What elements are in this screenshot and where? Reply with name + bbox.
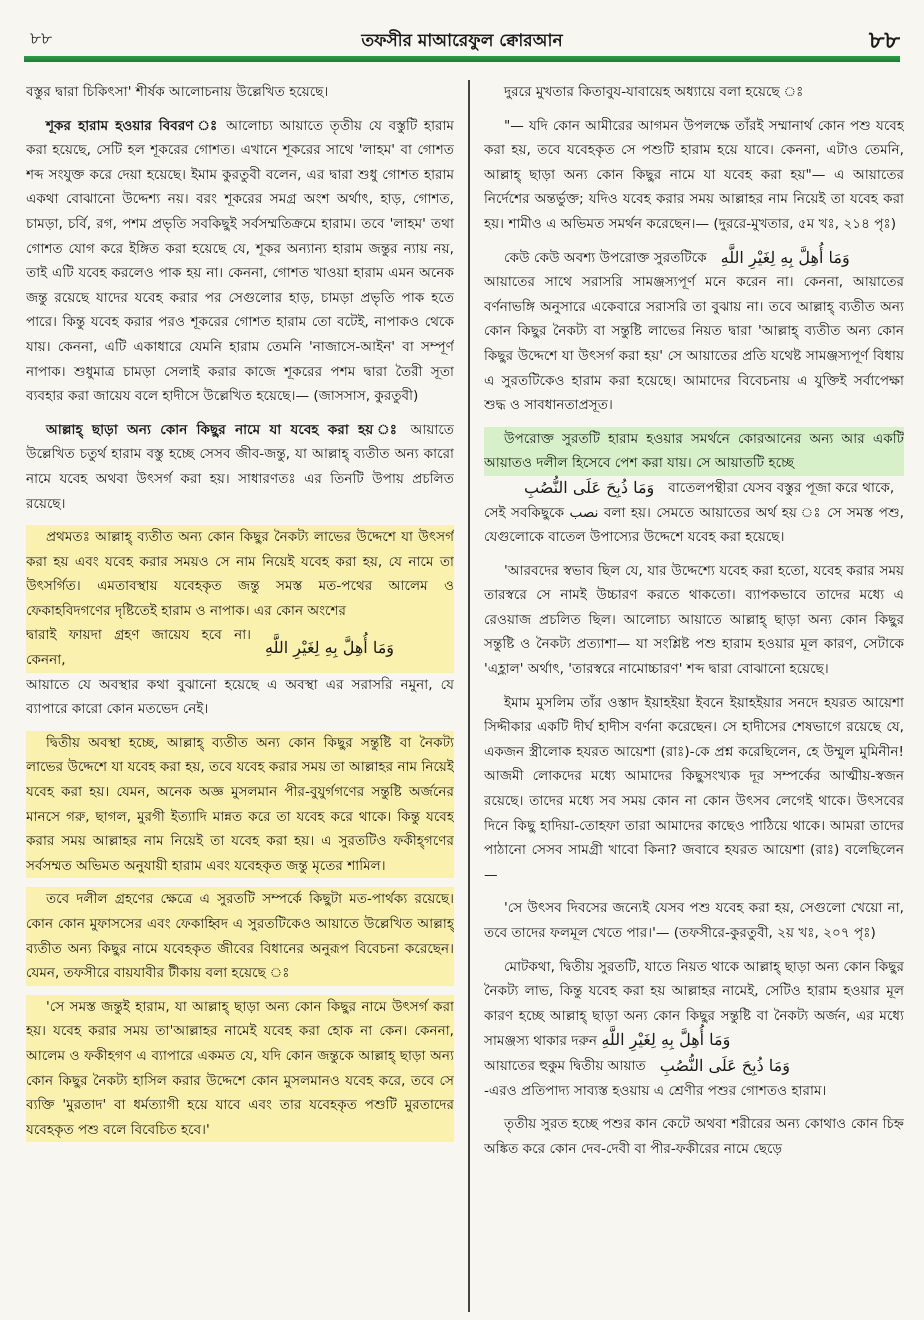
left-paragraph-5: আয়াতে যে অবস্থার কথা বুঝানো হয়েছে এ অবস্থা এর সরাসরি নমুনা, যে ব্যাপারে কারো কোন মতভেদ নেই। [26,676,454,718]
left-paragraph-8: 'সে সমস্ত জন্তুই হারাম, যা আল্লাহ্ ছাড়া অন্য কোন কিছুর নামে উৎসর্গ করা হয়। যবেহ করার সময় তা'আল্লাহর নামেই যবেহ করা হোক না কেন। কেননা, আলেম ও ফকীহগণ এ ব্যাপারে একমত যে, যদি কোন জন্তুকে আল্লাহ্ ছাড়া অন্য কোন কিছুর নৈকট্য হাসিল করার উদ্দেশে কোন মুসলমানও যবেহ করে, তবে সে ব্যক্তি 'মুরতাদ' বা ধর্মত্যাগী হয়ে যাবে এবং তার যবেহকৃত পশুটি মুরতাদের যবেহকৃত পশু বলে বিবেচিত হবে।' [26,995,454,1143]
left-paragraph-6: দ্বিতীয় অবস্থা হচ্ছে, আল্লাহ্ ব্যতীত অন্য কোন কিছুর সন্তুষ্টি বা নৈকট্য লাভের উদ্দেশে যা যবেহ করা হয়, তবে যবেহ করার সময় তা আল্লাহর নাম নিয়েই যবেহ করা হয়। যেমন, অনেক অজ্ঞ মুসলমান পীর-বুযুর্গগণের সন্তুষ্টি অর্জনের মানসে গরু, ছাগল, মুরগী ইত্যাদি মান্নত করে তা যবেহ করে থাকে। কিন্তু যবেহ করার সময় আল্লাহর নাম নিয়েই তা যবেহ করা হয়। এ সুরতটিও ফকীহ্গণের সর্বসম্মত অভিমত অনুযায়ী হারাম এবং যবেহকৃত জন্তু মৃতের শামিল। [26,731,454,879]
right-paragraph-2: "— যদি কোন আমীরের আগমন উপলক্ষে তাঁরই সম্মানার্থ কোন পশু যবেহ করা হয়, তবে যবেহকৃত সে পশুটি হারাম হয়ে যাবে। কেননা, এটাও তেমনি, আল্লাহ্ ছাড়া অন্য কোন কিছুর নামে যা যবেহ করা হয়"— এ আয়াতের নির্দেশের অন্তর্ভুক্ত; যদিও যবেহ করার সময় আল্লাহর নাম নিয়েই তা যবেহ করা হয়। শামীও এ অভিমত সমর্থন করেছেন।— (দুররে-মুখতার, ৫ম খঃ, ২১৪ পৃঃ) [484,117,904,232]
right-paragraph-9: তৃতীয় সুরত হচ্ছে পশুর কান কেটে অথবা শরীরের অন্য কোথাও কোন চিহ্ন অঙ্কিত করে কোন দেব-দেবী বা পীর-ফকীরের নামে ছেড়ে [484,1116,904,1157]
left-paragraph-3 [26,418,454,516]
page-number-left: ৮৮ [30,29,53,49]
left-paragraph-2-body: আলোচ্য আয়াতে তৃতীয় যে বস্তুটি হারাম করা হয়েছে, সেটি হল শূকরের গোশত। এখানে শূকরের সাথে 'লাহম' বা গোশত শব্দ সংযুক্ত করে দেয়া হয়েছে। ইমাম কুরতুবী বলেন, এর দ্বারা শুধু গোশত হারাম একথা বোঝানো উদ্দেশ্য নয়। বরং শূকরের সমগ্র অংশ অর্থাৎ, হাড়, গোশত, চামড়া, চর্বি, রগ, পশম প্রভৃতি সবকিছুই সর্বসম্মতিক্রমে হারাম। তবে 'লাহম' তথা গোশত যোগ করে ইঙ্গিত করা হয়েছে যে, শূকর অন্যান্য হারাম জন্তুর ন্যায় নয়, তাই এটি যবেহ করলেও পাক হয় না। কেননা, গোশত খাওয়া হারাম এমন অনেক জন্তু রয়েছে যাদের যবেহ করার পর সেগুলোর হাড়, চামড়া প্রভৃতি পাক হতে পারে। কিন্তু যবেহ করার পরও শূকরের গোশত হারাম তো বটেই, নাপাকও থেকে যায়। কেননা, এটি একাধারে যেমনি হারাম তেমনি 'নাজাসে-আইন' বা সম্পূর্ণ নাপাক। শুধুমাত্র চামড়া সেলাই করার কাজে শূকরের পশম দ্বারা তৈরী সূতা ব্যবহার করা জায়েয বলে হাদীসে উল্লেখিত হয়েছে।— (জাসসাস, কুরতুবী) [26,117,454,405]
right-paragraph-5: 'আরবদের স্বভাব ছিল যে, যার উদ্দেশ্যে যবেহ করা হতো, যবেহ করার সময় তারস্বরে সে নামই উচ্চারণ করতে থাকতো। ব্যাপকভাবে তাদের মধ্যে এ রেওয়াজ প্রচলিত ছিল। আলোচ্য আয়াতে আল্লাহ্ ছাড়া অন্য কোন কিছুর সন্তুষ্টি ও নৈকট্য প্রত্যাশা— যা সংশ্লিষ্ট পশু হারাম হওয়ার মূল কারণ, সেটাকে 'এহ্লাল' অর্থাৎ, 'তারস্বরে নামোচ্চারণ' শব্দ দ্বারা বোঝানো হয়েছে। [484,562,904,678]
right-paragraph-3-pre: কেউ কেউ অবশ্য উপরোক্ত সুরতটিকে [504,249,707,266]
page-header [0,0,924,62]
right-paragraph-8-text: মোটকথা, দ্বিতীয় সুরতটি, যাতে নিয়ত থাকে আল্লাহ্ ছাড়া অন্য কোন কিছুর নৈকট্য লাভ, কিন্তু যবেহ করা হয় আল্লাহর নামেই, সেটিও হারাম হওয়ার মূল কারণ হচ্ছে আল্লাহ্ ছাড়া অন্য কোন কিছুর সন্তুষ্টি বা নৈকট্য অর্জন, এর মধ্যে সামঞ্জস্য থাকার দরুন [484,958,904,1050]
arabic-verse-2: وَمَا أُهِلَّ بِهِ لِغَيْرِ اللَّهِ [720,247,850,267]
right-arabic-line-3 [484,1054,904,1079]
left-heading-pork: শূকর হারাম হওয়ার বিবরণ ঃ [46,117,220,134]
left-paragraph-7: তবে দলীল গ্রহণের ক্ষেত্রে এ সুরতটি সম্পর্কে কিছুটা মত-পার্থক্য রয়েছে। কোন কোন মুফাসসের এবং ফেকাহ্বিদ এ সুরতটিকেও আয়াতে উল্লেখিত আল্লাহ্ ব্যতীত অন্য কিছুর নামে যবেহকৃত জীবের বিধানের অনুরূপ বিবেচনা করেছেন। যেমন, তফসীরে বায়যাবীর টীকায় বলা হয়েছে ঃ [26,887,454,985]
left-paragraph-4-tail: দ্বারাই ফায়দা গ্রহণ জায়েয হবে না। কেননা, [26,627,251,669]
right-arabic-line-2 [484,476,904,501]
left-paragraph-4: প্রথমতঃ আল্লাহ্ ব্যতীত অন্য কোন কিছুর নৈকট্য লাভের উদ্দেশে যা উৎসর্গ করা হয় এবং যবেহ করার সময়ও সে নাম নিয়েই যবেহ করা হয়, যে নামে তা উৎসর্গিত। এমতাবস্থায় যবেহকৃত জন্তু সমস্ত মত-পথের আলেম ও ফেকাহবিদগণের দৃষ্টিতেই হারাম ও নাপাক। এর কোন অংশের [26,525,454,623]
left-paragraph-3-body: আয়াতে উল্লেখিত চতুর্থ হারাম বস্তু হচ্ছে সেসব জীব-জন্তু, যা আল্লাহ্ ব্যতীত অন্য কারো নামে যবেহ অথবা উৎসর্গ করা হয়। সাধারণতঃ এর তিনটি উপায় প্রচলিত রয়েছে। [26,421,454,512]
book-title: তফসীর মাআরেফুল ক্বোরআন [361,31,563,51]
left-arabic-line-1 [26,623,454,672]
right-paragraph-8b-post: -এরও প্রতিপাদ্য সাব্যস্ত হওয়ায় এ শ্রেণীর পশুর গোশতও হারাম। [484,1082,827,1099]
arabic-verse-1: وَمَا أُهِلَّ بِهِ لِغَيْرِ اللَّهِ [265,637,394,657]
left-paragraph-1: বস্তুর দ্বারা চিকিৎসা' শীর্ষক আলোচনায় উল্লেখিত হয়েছে। [26,84,329,100]
column-divider [468,80,470,1312]
right-paragraph-7: 'সে উৎসব দিবসের জন্যেই যেসব পশু যবেহ করা হয়, সেগুলো খেয়ো না, তবে তাদের ফলমূল খেতে পার।'— (তফসীরে-কুরতুবী, ২য় খঃ, ২০৭ পৃঃ) [484,900,904,941]
header-rule [24,56,900,62]
right-paragraph-8 [484,955,904,1054]
right-paragraph-4-line: বাতেলপন্থীরা যেসব বস্তুর পূজা করে থাকে, [668,479,895,496]
right-paragraph-1: দুররে মুখতার কিতাবুয-যাবায়েহ অধ্যায়ে বলা হয়েছে ঃ [504,84,804,100]
left-column [26,80,454,1312]
right-paragraph-4-tail: সেই সবকিছুকে نصب বলা হয়। সেমতে আয়াতের অর্থ হয় ঃ সে সমস্ত পশু, যেগুলোকে বাতেল উপাস্যের উদ্দেশে যবেহ করা হয়েছে। [484,504,904,546]
arabic-verse-5: وَمَا ذُبِحَ عَلَى النُّصُبِ [659,1055,790,1075]
right-paragraph-3: আয়াতের সাথে সরাসরি সামঞ্জস্যপূর্ণ মনে করেন না। কেননা, আয়াতের বর্ণনাভঙ্গি অনুসারে একেবারে সরাসরি তা বুঝায় না। তবে আল্লাহ্ ব্যতীত অন্য কোন কিছুর নৈকট্য বা সন্তুষ্টি লাভের নিয়ত দ্বারা 'আল্লাহ্ ব্যতীত অন্য কোন কিছুর উদ্দেশে যা উৎসর্গ করা হয়' সে আয়াতের প্রতি যথেষ্ট সামঞ্জস্যপূর্ণ বিধায় এ সুরতটিকেও হারাম করা হয়েছে। আমাদের বিবেচনায় এ যুক্তিই সর্বাপেক্ষা শুদ্ধ ও সাবধানতাপ্রসূত। [484,274,904,414]
right-paragraph-6: ইমাম মুসলিম তাঁর ওস্তাদ ইয়াহইয়া ইবনে ইয়াহইয়ার সনদে হযরত আয়েশা সিদ্দীকার একটি দীর্ঘ হাদীস বর্ণনা করেছেন। সে হাদীসের শেষভাগে রয়েছে যে, একজন স্ত্রীলোক হযরত আয়েশা (রাঃ)-কে প্রশ্ন করেছিলেন, হে উম্মুল মুমিনীন! আজমী লোকদের মধ্যে আমাদের কিছুসংখ্যক দূর সম্পর্কের আত্মীয়-স্বজন রয়েছে। তাদের মধ্যে সব সময় কোন না কোন উৎসব লেগেই থাকে। উৎসবের দিনে কিছু হাদিয়া-তোহফা তারা আমাদের কাছেও পাঠিয়ে থাকে। আমরা তাদের পাঠানো সেসব সামগ্রী খাবো কিনা? জবাবে হযরত আয়েশা (রাঃ) বলেছিলেন— [484,694,904,883]
right-column [484,80,904,1312]
right-paragraph-8b-pre: আয়াতের হুকুম দ্বিতীয় আয়াত [484,1057,646,1074]
page-number-right: ৮৮ [868,25,900,54]
arabic-verse-4: وَمَا أُهِلَّ بِهِ لِغَيْرِ اللَّهِ [601,1030,731,1050]
left-paragraph-2 [26,114,454,409]
arabic-verse-3: وَمَا ذُبِحَ عَلَى النُّصُبِ [524,477,655,497]
left-heading-other-name: আল্লাহ্ ছাড়া অন্য কোন কিছুর নামে যা যবেহ করা হয় ঃ [46,421,402,438]
right-paragraph-4: উপরোক্ত সুরতটি হারাম হওয়ার সমর্থনে কোরআনের অন্য আর একটি আয়াতও দলীল হিসেবে পেশ করা যায়। সে আয়াতটি হচ্ছে [484,427,904,476]
right-arabic-line-1 [484,246,904,271]
